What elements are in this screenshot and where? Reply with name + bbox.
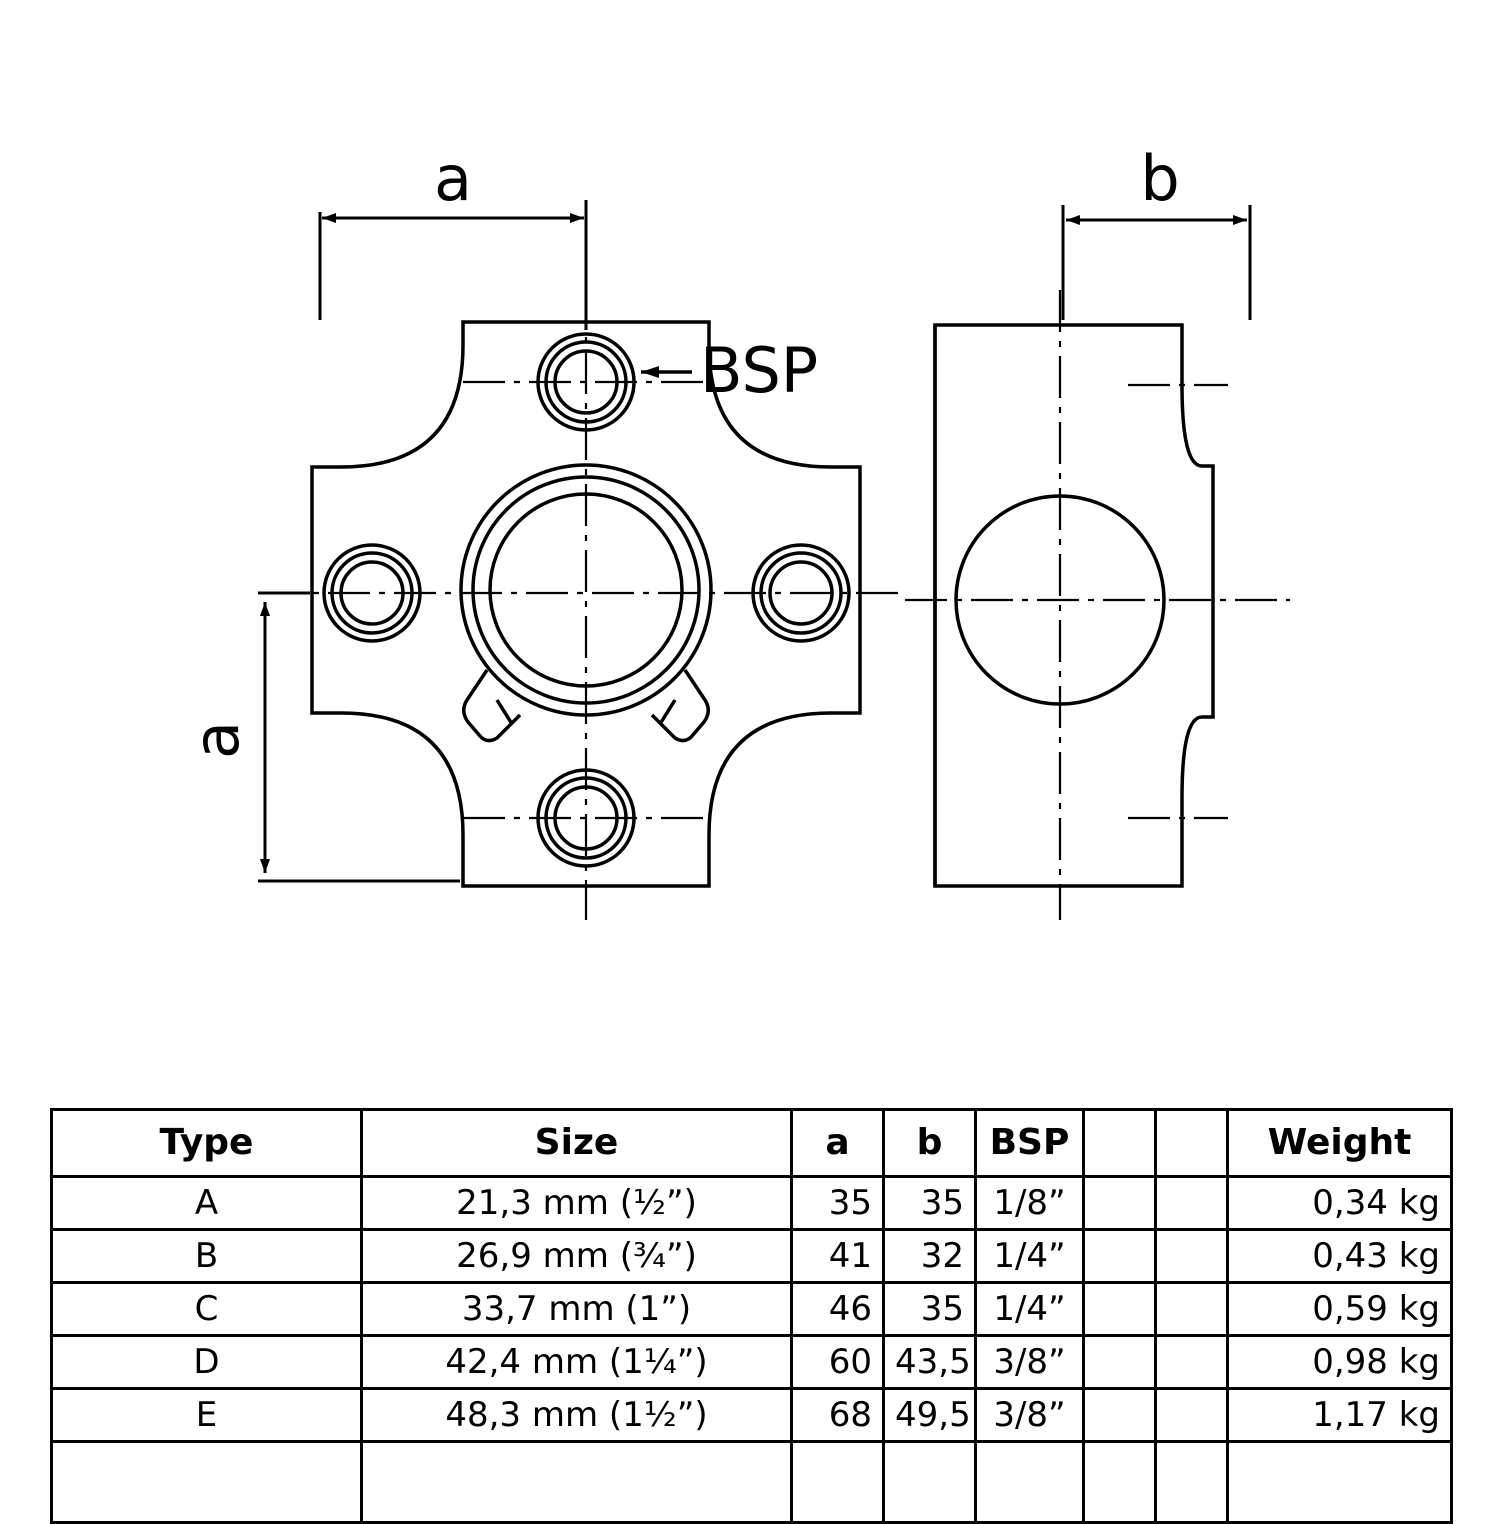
cell-a: 35 [792,1177,884,1230]
cell-empty [1084,1442,1156,1523]
cell-weight: 0,98 kg [1228,1336,1452,1389]
table-row [52,1230,1452,1283]
cell-bsp: 1/4” [976,1230,1084,1283]
side-view-centerlines [905,290,1290,920]
cell-blank1 [1084,1230,1156,1283]
cell-type: A [52,1177,362,1230]
cell-size: 33,7 mm (1”) [362,1283,792,1336]
cell-blank1 [1084,1283,1156,1336]
cell-blank2 [1156,1230,1228,1283]
dim-b-label: b [1140,142,1180,215]
cell-size: 21,3 mm (½”) [362,1177,792,1230]
cell-type: E [52,1389,362,1442]
cell-a: 41 [792,1230,884,1283]
th-b: b [884,1110,976,1177]
cell-weight: 0,43 kg [1228,1230,1452,1283]
cell-empty [1156,1442,1228,1523]
cell-empty [884,1442,976,1523]
cell-a: 68 [792,1389,884,1442]
cell-weight: 0,59 kg [1228,1283,1452,1336]
th-type: Type [52,1110,362,1177]
cell-type: D [52,1336,362,1389]
bsp-callout-label: BSP [700,334,819,407]
cell-weight: 0,34 kg [1228,1177,1452,1230]
cell-blank2 [1156,1336,1228,1389]
th-blank1 [1084,1110,1156,1177]
dim-a-vertical [258,593,460,881]
cell-empty [1228,1442,1452,1523]
cell-a: 46 [792,1283,884,1336]
cell-empty [362,1442,792,1523]
th-size: Size [362,1110,792,1177]
table-row [52,1177,1452,1230]
cell-bsp: 1/8” [976,1177,1084,1230]
cell-b: 35 [884,1283,976,1336]
cell-blank1 [1084,1177,1156,1230]
cell-b: 43,5 [884,1336,976,1389]
table-header-row [52,1110,1452,1177]
dim-a-vertical-label: a [180,721,253,759]
cell-type: C [52,1283,362,1336]
cell-a: 60 [792,1336,884,1389]
dim-a-horizontal [320,200,586,330]
cell-b: 32 [884,1230,976,1283]
cell-empty [792,1442,884,1523]
cell-bsp: 3/8” [976,1389,1084,1442]
cell-type: B [52,1230,362,1283]
cell-size: 42,4 mm (1¼”) [362,1336,792,1389]
cell-bsp: 3/8” [976,1336,1084,1389]
cell-b: 35 [884,1177,976,1230]
th-a: a [792,1110,884,1177]
dim-a-horizontal-label: a [434,142,472,215]
cell-weight: 1,17 kg [1228,1389,1452,1442]
table-row [52,1336,1452,1389]
th-weight: Weight [1228,1110,1452,1177]
table-row [52,1389,1452,1442]
cell-bsp: 1/4” [976,1283,1084,1336]
spec-table-container [50,1108,1450,1524]
th-blank2 [1156,1110,1228,1177]
cell-size: 48,3 mm (1½”) [362,1389,792,1442]
cell-empty [976,1442,1084,1523]
cell-blank2 [1156,1283,1228,1336]
cell-size: 26,9 mm (¾”) [362,1230,792,1283]
th-bsp: BSP [976,1110,1084,1177]
cell-empty [52,1442,362,1523]
dim-b-horizontal [1063,205,1250,320]
side-view-body [935,325,1213,886]
cell-blank2 [1156,1177,1228,1230]
spec-table [50,1108,1453,1524]
cell-b: 49,5 [884,1389,976,1442]
cell-blank1 [1084,1336,1156,1389]
cell-blank2 [1156,1389,1228,1442]
cell-blank1 [1084,1389,1156,1442]
table-row [52,1283,1452,1336]
table-row-empty [52,1442,1452,1523]
